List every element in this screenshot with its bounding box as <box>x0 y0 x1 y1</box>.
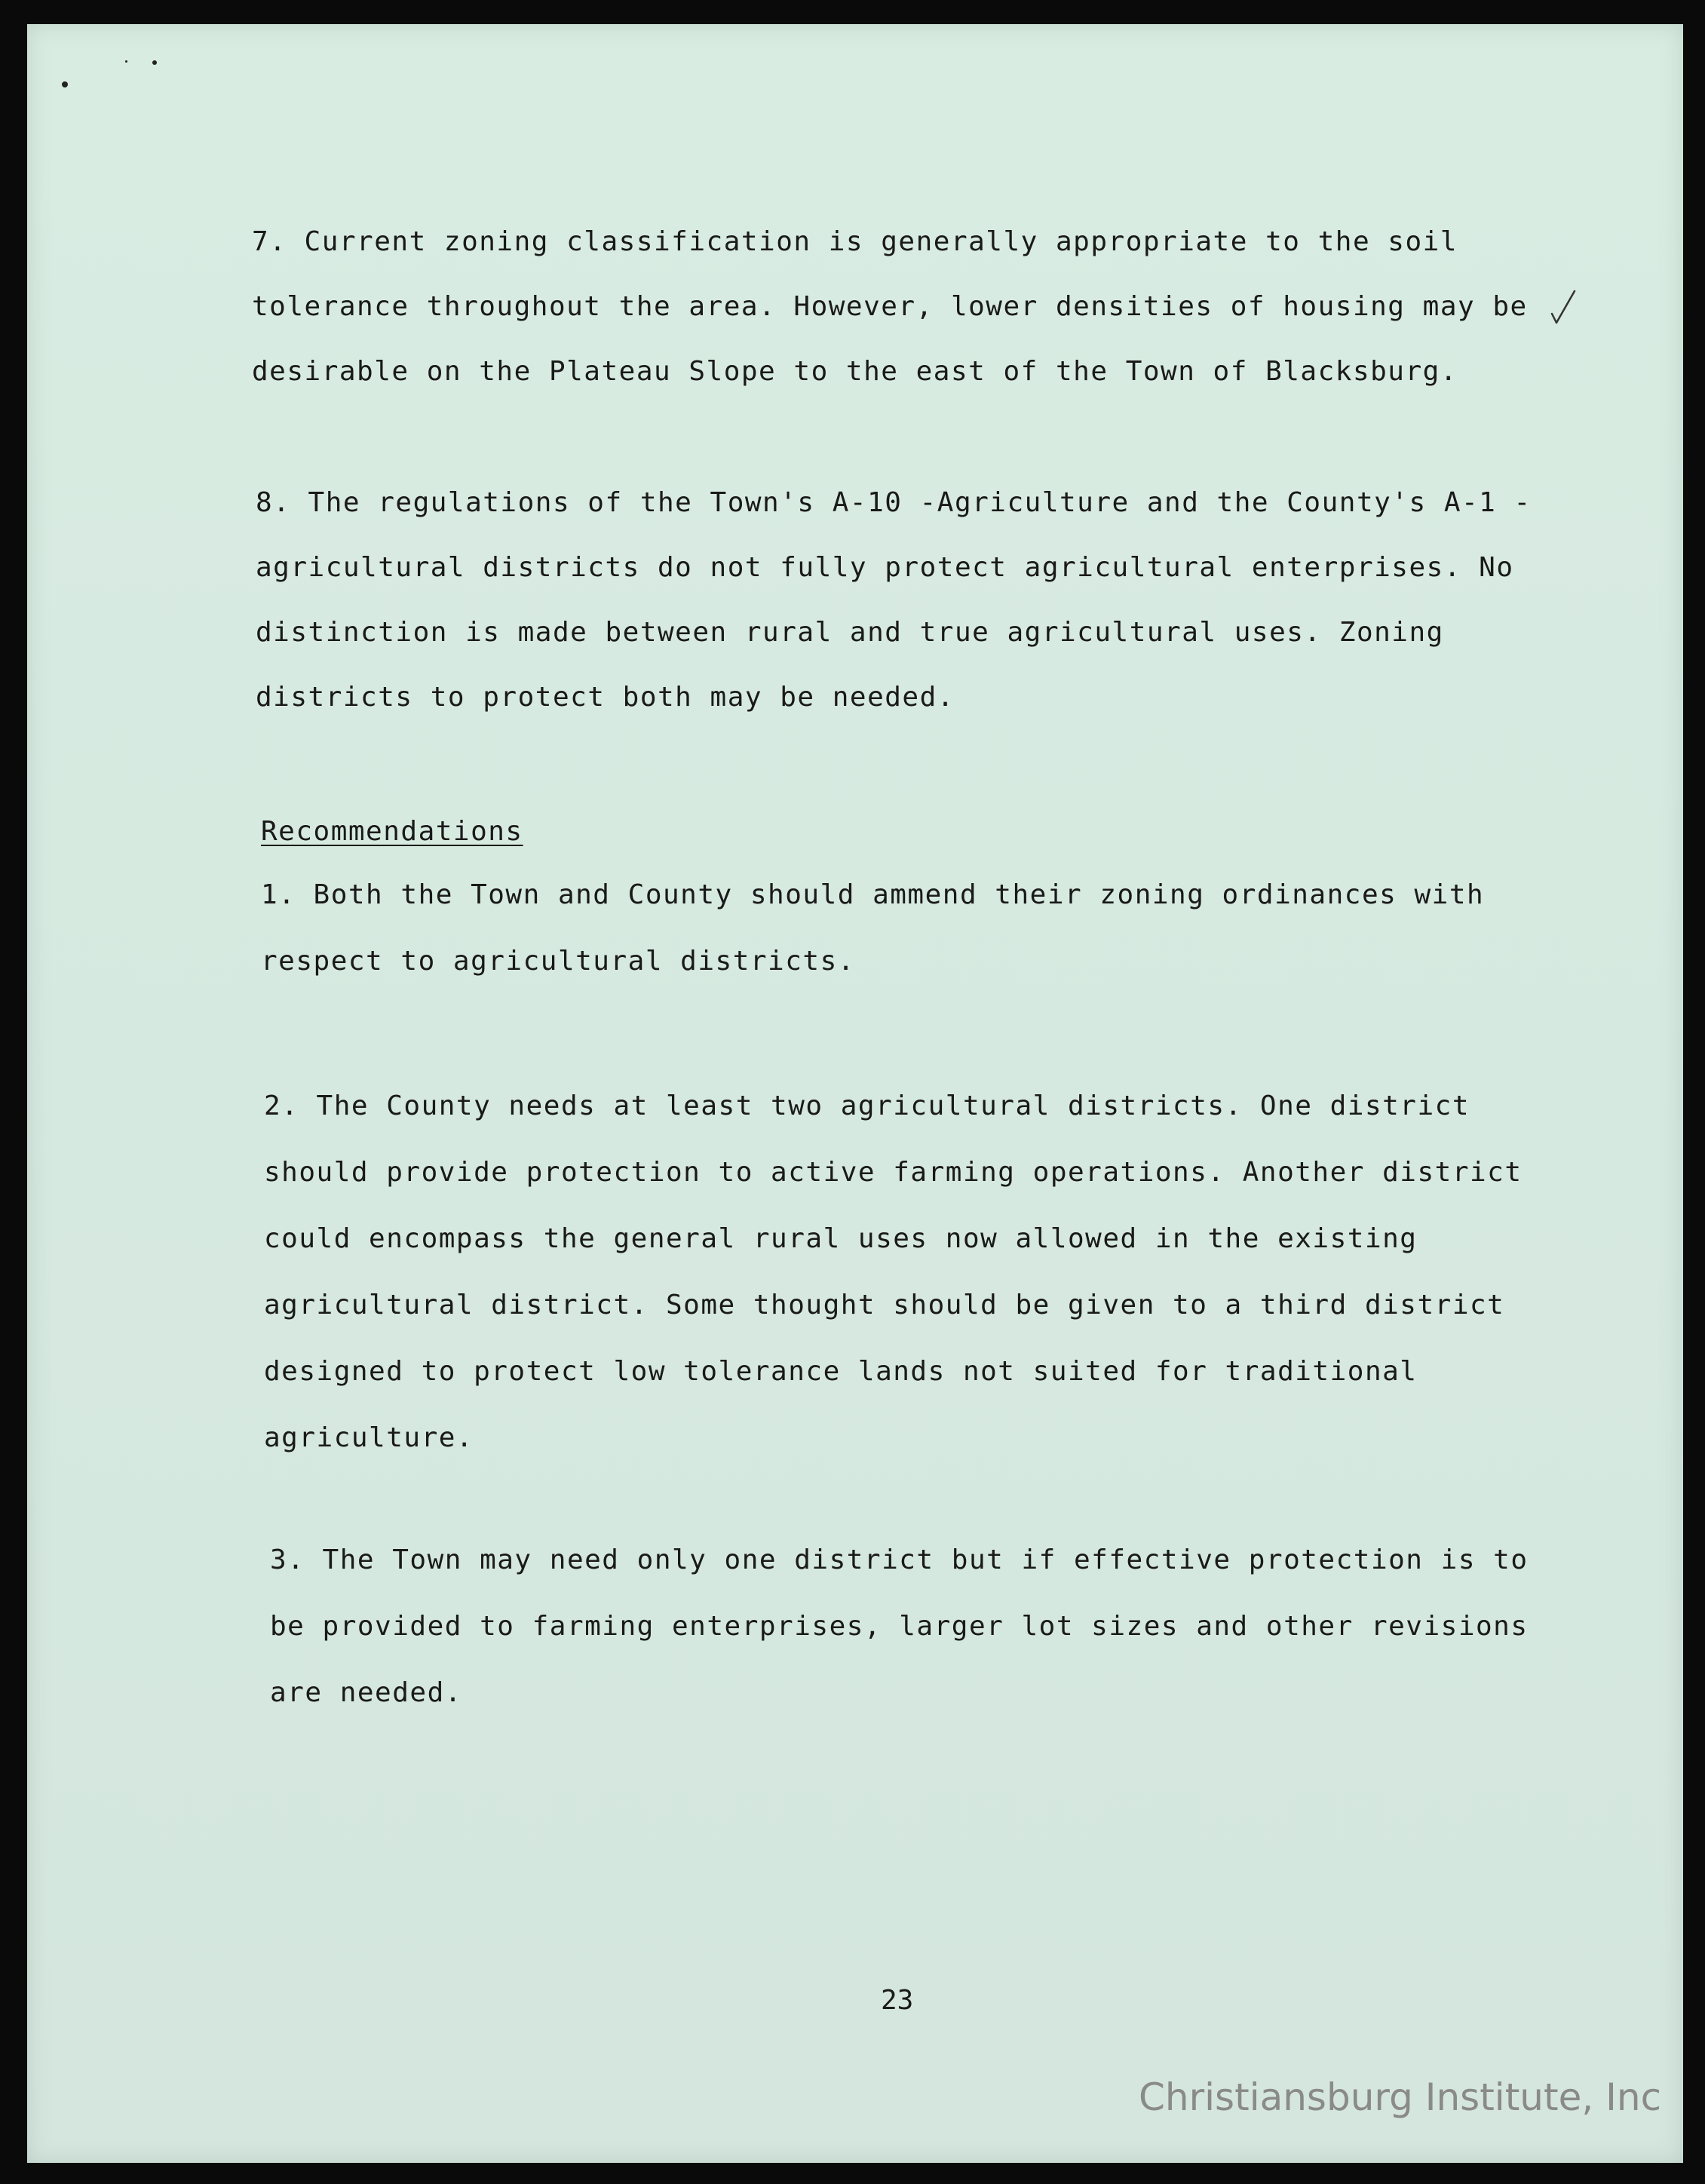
text-line: could encompass the general rural uses now allowed in the existing <box>264 1223 1418 1254</box>
speck-mark <box>125 60 127 63</box>
text-line: 7. Current zoning classification is generally appropriate to the soil <box>252 226 1458 257</box>
text-line: desirable on the Plateau Slope to the east of the Town of Blacksburg. <box>252 356 1458 387</box>
document-page <box>27 24 1683 2163</box>
text-line: agricultural districts do not fully protect agricultural enterprises. No <box>256 552 1514 583</box>
checkmark-icon <box>1550 290 1576 327</box>
speck-mark <box>152 60 157 65</box>
speck-mark <box>62 81 68 87</box>
text-line: tolerance throughout the area. However, lower densities of housing may be <box>252 291 1528 322</box>
text-line: are needed. <box>270 1677 462 1708</box>
text-line: 1. Both the Town and County should ammend their zoning ordinances with <box>261 879 1485 910</box>
text-line: designed to protect low tolerance lands not suited for traditional <box>264 1356 1418 1387</box>
page-number: 23 <box>881 1985 914 2016</box>
text-line: be provided to farming enterprises, larger lot sizes and other revisions <box>270 1611 1529 1642</box>
text-line: 3. The Town may need only one district but if effective protection is to <box>270 1544 1529 1575</box>
text-line: 2. The County needs at least two agricultural districts. One district <box>264 1090 1470 1121</box>
text-line: respect to agricultural districts. <box>261 946 855 977</box>
text-line: agricultural district. Some thought should be given to a third district <box>264 1290 1505 1321</box>
text-line: distinction is made between rural and true agricultural uses. Zoning <box>256 617 1444 648</box>
text-line: should provide protection to active farming operations. Another district <box>264 1157 1523 1188</box>
watermark: Christiansburg Institute, Inc <box>1139 2075 1662 2119</box>
text-line: 8. The regulations of the Town's A-10 -Agriculture and the County's A-1 - <box>256 487 1532 518</box>
text-line: districts to protect both may be needed. <box>256 682 955 713</box>
recommendations-heading: Recommendations <box>261 816 523 847</box>
text-line: agriculture. <box>264 1422 474 1453</box>
